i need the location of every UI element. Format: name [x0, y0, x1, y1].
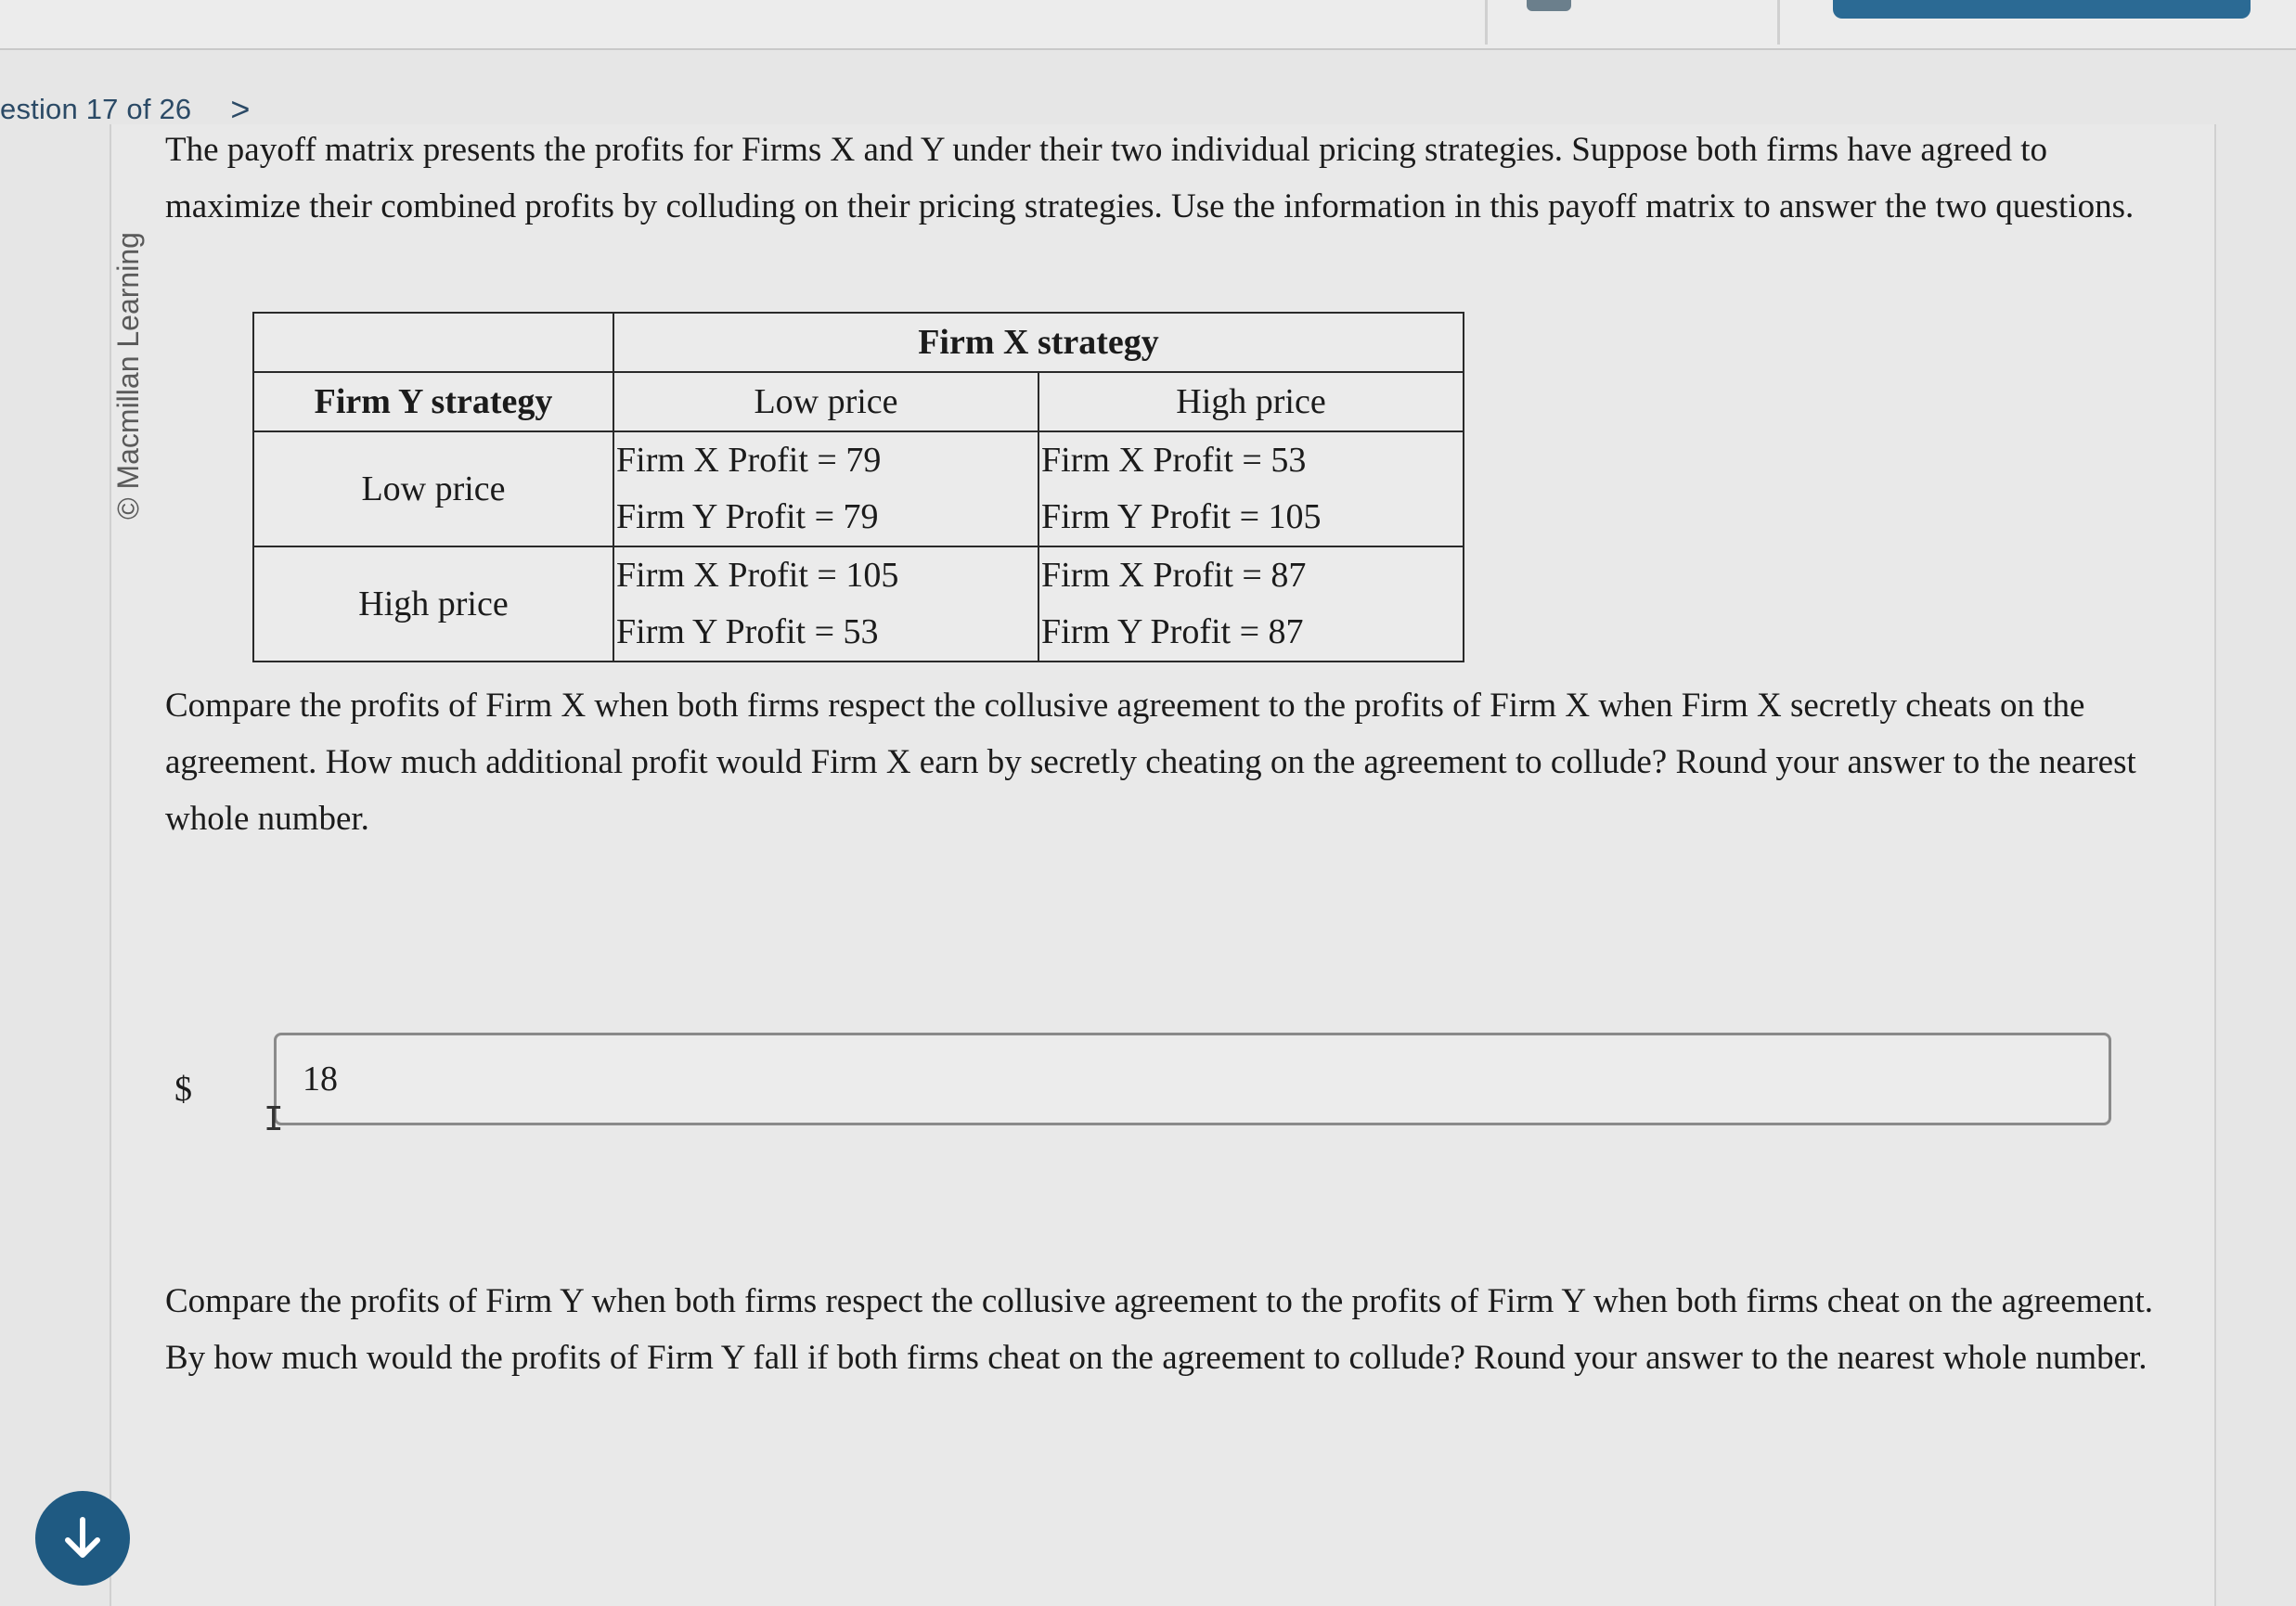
payoff-matrix: [252, 312, 1464, 662]
firm-y-strategy-header: Firm Y strategy: [253, 372, 613, 431]
question-1-text: Compare the profits of Firm X when both firms respect the collusive agreement to the profits of Firm X when Firm X secretly cheats on the agreement. How much additional profit would Firm X earn by secretly cheating on the agreement to collude? Round your answer to the nearest whole number.: [165, 687, 2136, 838]
intro-text: The payoff matrix presents the profits for Firms X and Y under their two individual pricing strategies. Suppose both firms have agreed to maximize their combined profits by colluding on their pricing strategies. Use the information in this payoff matrix to answer the two questions.: [165, 131, 2135, 225]
column-label-low-price: Low price: [613, 372, 1038, 431]
currency-symbol: $: [174, 1070, 192, 1109]
matrix-corner: [253, 313, 613, 372]
copyright-notice: © Macmillan Learning: [111, 232, 145, 520]
question-counter: estion 17 of 26: [0, 93, 192, 125]
firm-x-profit: Firm X Profit = 79: [616, 441, 882, 480]
toolbar-tab[interactable]: [1527, 0, 1571, 11]
payoff-cell: [1038, 546, 1464, 662]
submit-button[interactable]: [1833, 0, 2251, 19]
firm-x-strategy-header: Firm X strategy: [613, 313, 1464, 372]
firm-y-profit: Firm Y Profit = 87: [1041, 612, 1304, 651]
firm-x-profit: Firm X Profit = 53: [1041, 441, 1307, 480]
firm-x-profit: Firm X Profit = 87: [1041, 556, 1307, 595]
text-cursor-icon: I: [264, 1100, 284, 1138]
toolbar-divider: [1777, 0, 1780, 45]
chevron-right-icon[interactable]: >: [230, 90, 251, 128]
toolbar-divider: [1485, 0, 1488, 45]
payoff-cell: [1038, 431, 1464, 546]
column-label-high-price: High price: [1038, 372, 1464, 431]
question-2-text: Compare the profits of Firm Y when both firms respect the collusive agreement to the profits of Firm Y when both firms cheat on the agreement. By how much would the profits of Firm Y fall if both firms cheat on the agreement to collude? Round your answer to the nearest whole number.: [165, 1282, 2154, 1377]
firm-x-profit: Firm X Profit = 105: [616, 556, 899, 595]
firm-y-profit: Firm Y Profit = 53: [616, 612, 879, 651]
top-toolbar: [0, 0, 2296, 50]
payoff-cell: [613, 431, 1038, 546]
firm-y-profit: Firm Y Profit = 105: [1041, 497, 1322, 536]
row-label-high-price: High price: [253, 546, 613, 662]
arrow-down-icon: [55, 1510, 110, 1566]
scroll-down-button[interactable]: [35, 1491, 130, 1586]
row-label-low-price: Low price: [253, 431, 613, 546]
payoff-cell: [613, 546, 1038, 662]
firm-y-profit: Firm Y Profit = 79: [616, 497, 879, 536]
answer-input[interactable]: [274, 1033, 2111, 1125]
